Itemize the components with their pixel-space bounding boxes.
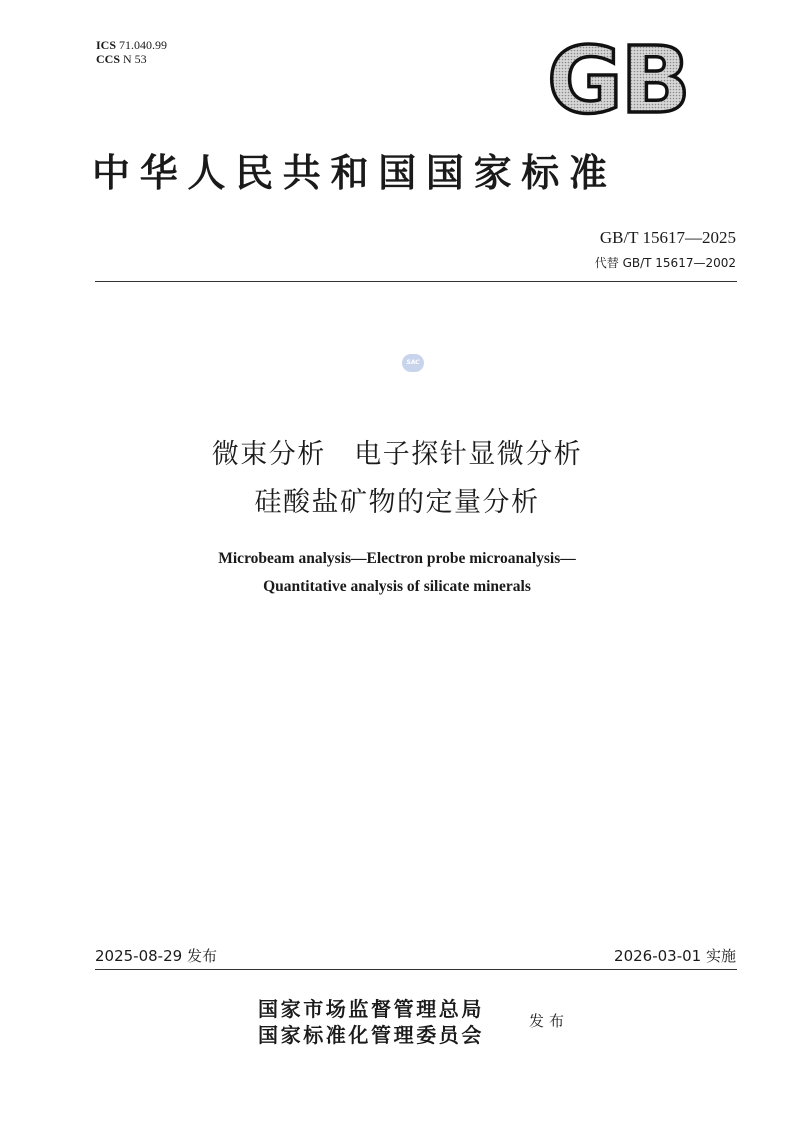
issuer-samr: 国家市场监督管理总局 <box>258 997 484 1021</box>
ics-value: 71.040.99 <box>119 38 168 52</box>
bottom-divider <box>95 969 737 970</box>
gb-logo-text: GB <box>547 40 689 116</box>
standard-number: GB/T 15617—2025 <box>599 228 736 247</box>
top-divider <box>95 281 737 282</box>
classification-codes <box>96 38 167 66</box>
sac-watermark: SAC <box>402 354 424 372</box>
issuer-sac: 国家标准化管理委员会 <box>258 1023 484 1047</box>
ccs-code <box>96 52 167 66</box>
national-standard-title: 中华人民共和国国家标准 <box>92 150 617 195</box>
gb-logo <box>540 40 696 116</box>
replaces-standard: 代替 GB/T 15617—2002 <box>594 256 736 270</box>
publish-date: 2025-08-29 发布 <box>95 947 217 965</box>
ccs-value: N 53 <box>123 52 147 66</box>
english-title-line2: Quantitative analysis of silicate minerals <box>263 578 531 595</box>
implementation-date: 2026-03-01 实施 <box>614 947 736 965</box>
issue-label: 发布 <box>529 1012 570 1030</box>
ccs-label: CCS <box>96 52 121 66</box>
chinese-title-line2: 硅酸盐矿物的定量分析 <box>254 487 540 518</box>
chinese-title-line1: 微束分析 电子探针显微分析 <box>211 439 583 470</box>
ics-code <box>96 38 167 52</box>
ics-label: ICS <box>96 38 117 52</box>
english-title-line1: Microbeam analysis—Electron probe microanalysis— <box>218 550 576 567</box>
